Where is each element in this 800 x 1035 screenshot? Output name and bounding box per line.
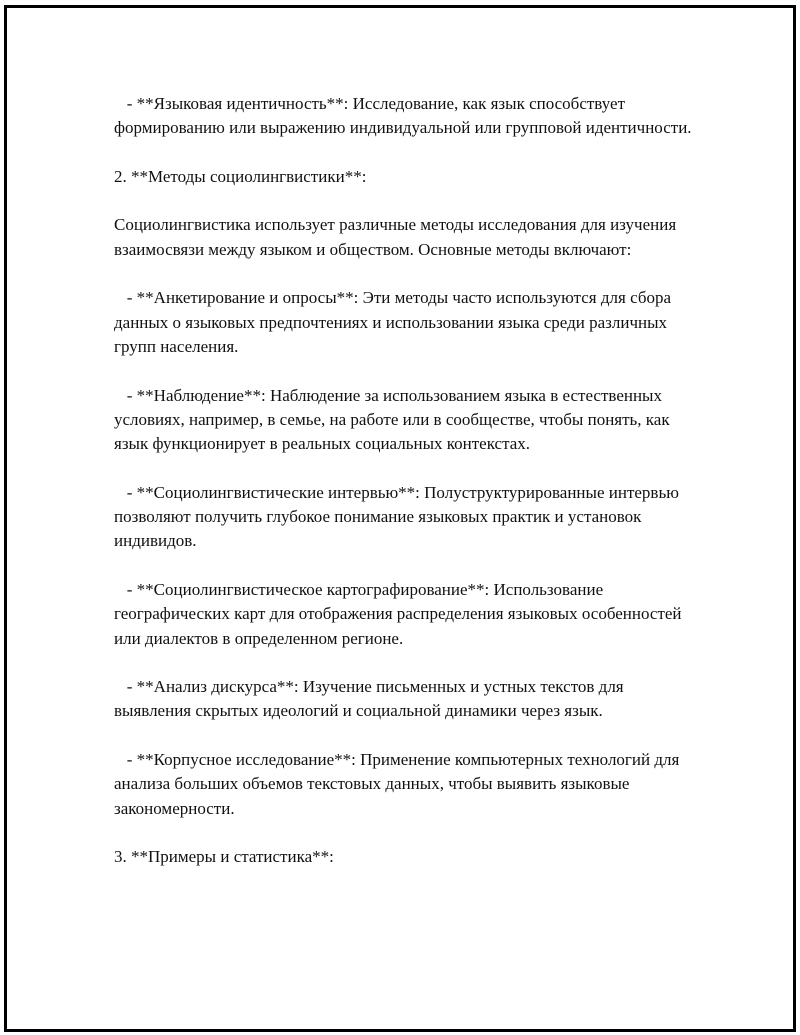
section-heading-methods: 2. **Методы социолингвистики**:	[114, 166, 367, 186]
list-item-corpus-research: - **Корпусное исследование**: Применение компьютерных технологий для анализа больших объемов текстовых данных, чтобы выявить языковые закономерности.	[114, 750, 684, 818]
section-heading-examples: 3. **Примеры и статистика**:	[114, 847, 334, 867]
paragraph-spacer	[114, 359, 694, 383]
paragraph-spacer	[114, 262, 694, 286]
list-item-surveys: - **Анкетирование и опросы**: Эти методы часто используются для сбора данных о языковых предпочтениях и использовании языка среди различных групп населения.	[114, 288, 676, 356]
list-item-discourse-analysis: - **Анализ дискурса**: Изучение письменных и устных текстов для выявления скрытых идеологий и социальной динамики через язык.	[114, 677, 628, 721]
paragraph-spacer	[114, 189, 694, 213]
paragraph-spacer	[114, 554, 694, 578]
paragraph-methods-intro: Социолингвистика использует различные методы исследования для изучения взаимосвязи между языком и обществом. Основные методы включают:	[114, 215, 681, 259]
list-item-mapping: - **Социолингвистическое картографирование**: Использование географических карт для отображения распределения языковых особенностей или диалектов в определенном регионе.	[114, 579, 686, 648]
paragraph-spacer	[114, 141, 694, 165]
paragraph-language-identity: - **Языковая идентичность**: Исследование, как язык способствует формированию или выражению индивидуальной или групповой идентичности.	[114, 94, 692, 138]
paragraph-spacer	[114, 724, 694, 748]
paragraph-spacer	[114, 821, 694, 845]
list-item-observation: - **Наблюдение**: Наблюдение за использованием языка в естественных условиях, например, в семье, на работе или в сообществе, чтобы понять, как язык функционирует в реальных социальных контекстах.	[114, 385, 674, 454]
list-item-interviews: - **Социолингвистические интервью**: Полуструктурированные интервью позволяют получить глубокое понимание языковых практик и установок индивидов.	[114, 482, 684, 551]
paragraph-spacer	[114, 456, 694, 480]
paragraph-spacer	[114, 651, 694, 675]
document-body	[114, 92, 694, 870]
